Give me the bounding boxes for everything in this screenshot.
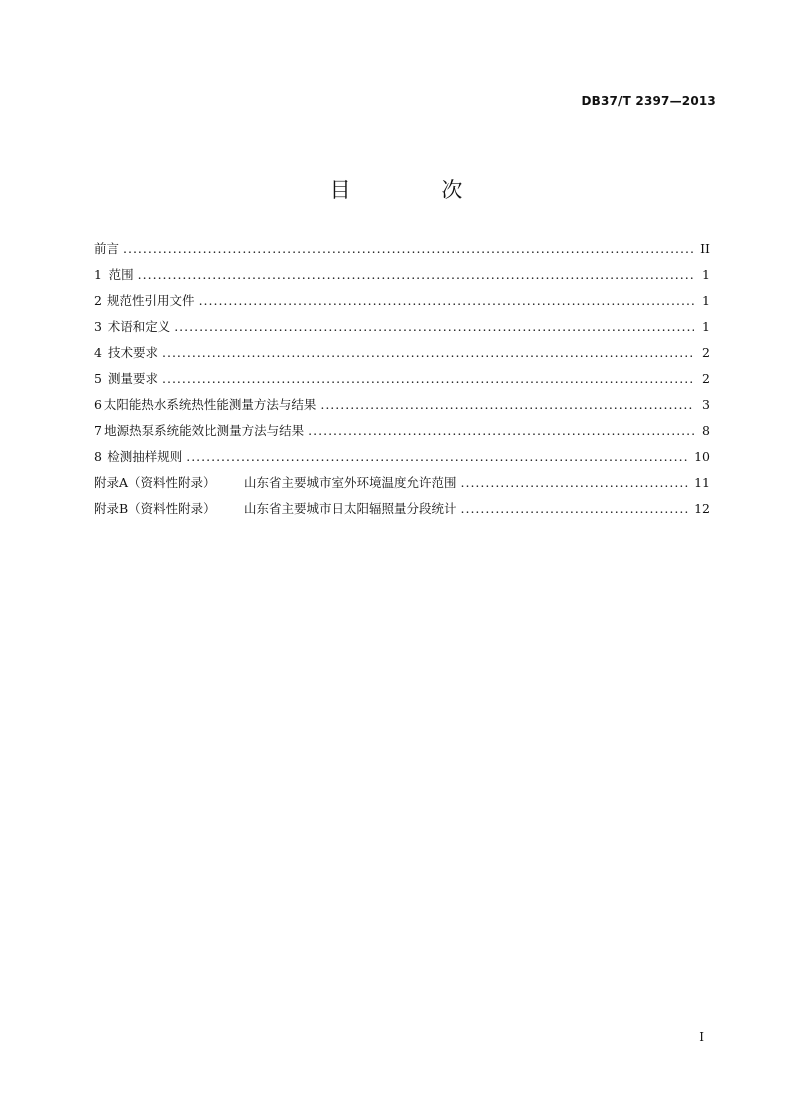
toc-entry-4[interactable] [94, 340, 710, 366]
toc-entry-number: 2 [94, 293, 102, 308]
toc-leader-dots [162, 366, 694, 392]
toc-leader-dots [461, 470, 689, 496]
toc-leader-dots [186, 444, 688, 470]
toc-entry-page: 1 [702, 319, 710, 334]
toc-entry-number: 6 [94, 397, 102, 412]
toc-entry-page: 10 [694, 449, 710, 464]
toc-entry-foreword[interactable] [94, 236, 710, 262]
toc-entry-text: 前言 [94, 241, 120, 256]
toc-entry-1[interactable] [94, 262, 710, 288]
page-number: I [699, 1030, 704, 1044]
toc-entry-8[interactable] [94, 444, 710, 470]
toc-entry-text: 检测抽样规则 [107, 449, 183, 464]
toc-entry-number: 1 [94, 267, 102, 282]
toc-entry-number: 3 [94, 319, 102, 334]
toc-entry-text: 技术要求 [108, 345, 159, 360]
toc-entry-number: 5 [94, 371, 102, 386]
toc-entry-page: 1 [702, 267, 710, 282]
toc-entry-appendix-b[interactable] [94, 496, 710, 522]
toc-entry-page: 8 [702, 423, 710, 438]
toc-leader-dots [461, 496, 689, 522]
toc-entry-page: 12 [694, 501, 710, 516]
toc-entry-text: 地源热泵系统能效比测量方法与结果 [104, 423, 305, 438]
toc-entry-6[interactable] [94, 392, 710, 418]
toc-entry-3[interactable] [94, 314, 710, 340]
toc-entry-text: 太阳能热水系统热性能测量方法与结果 [103, 397, 317, 412]
toc-entry-number: 7 [94, 423, 102, 438]
toc-leader-dots [162, 340, 694, 366]
toc-entry-appendix-a[interactable] [94, 470, 710, 496]
toc-entry-number: 4 [94, 345, 102, 360]
toc-leader-dots [308, 418, 694, 444]
toc-entry-page: 11 [694, 475, 710, 490]
toc-leader-dots [320, 392, 694, 418]
toc-entry-2[interactable] [94, 288, 710, 314]
standard-code: DB37/T 2397—2013 [581, 94, 716, 108]
toc-entry-text: 规范性引用文件 [107, 293, 195, 308]
toc-appendix-label: 附录B（资料性附录） [94, 501, 216, 516]
toc-leader-dots [138, 262, 694, 288]
toc-entry-number: 8 [94, 449, 102, 464]
toc-leader-dots [123, 236, 694, 262]
toc-entry-text: 山东省主要城市室外环境温度允许范围 [244, 475, 457, 490]
toc-entry-text: 山东省主要城市日太阳辐照量分段统计 [244, 501, 457, 516]
toc-entry-page: II [700, 241, 710, 256]
toc-entry-page: 2 [702, 371, 710, 386]
toc-entry-7[interactable] [94, 418, 710, 444]
page-title: 目 次 [329, 178, 505, 202]
toc-entry-text: 测量要求 [108, 371, 159, 386]
toc-leader-dots [174, 314, 694, 340]
toc-entry-page: 2 [702, 345, 710, 360]
toc-entry-page: 3 [702, 397, 710, 412]
toc-entry-5[interactable] [94, 366, 710, 392]
toc-appendix-label: 附录A（资料性附录） [94, 475, 216, 490]
toc-entry-page: 1 [702, 293, 710, 308]
toc-entry-text: 范围 [108, 267, 134, 282]
table-of-contents [94, 236, 710, 522]
toc-entry-text: 术语和定义 [107, 319, 171, 334]
toc-leader-dots [199, 288, 694, 314]
